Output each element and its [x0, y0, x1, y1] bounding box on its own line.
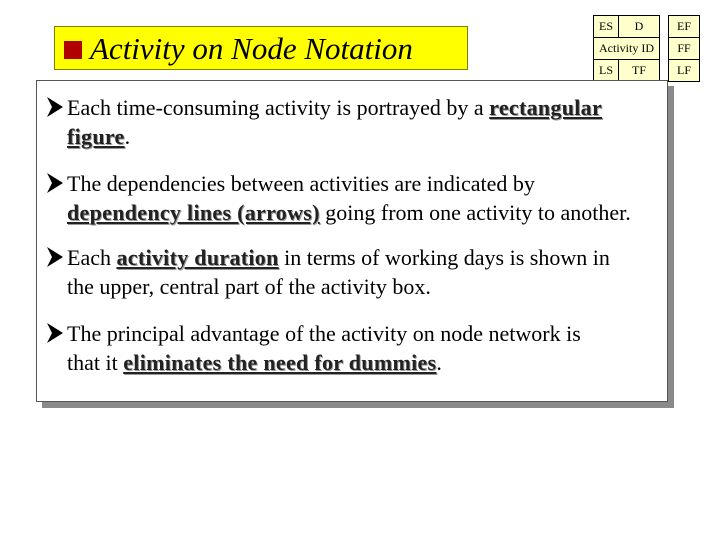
bullet-line: dependency lines (arrows) going from one activity to another.	[67, 200, 631, 225]
bullet-line: Each time-consuming activity is portrayed by a rectangular	[67, 95, 603, 120]
legend-d: D	[619, 16, 660, 38]
bullet-item	[45, 93, 602, 151]
highlight-term: figure	[67, 124, 125, 149]
bullet-item	[45, 243, 610, 301]
arrow-bullet-icon	[45, 95, 67, 119]
bullet-line: The principal advantage of the activity on node network is	[67, 321, 581, 346]
slide-title: Activity on Node Notation	[90, 31, 413, 66]
legend-lf: LF	[669, 60, 700, 82]
bullet-line: The dependencies between activities are indicated by	[67, 171, 535, 196]
highlight-term: dependency lines (arrows)	[67, 200, 320, 225]
legend-activity-id: Activity ID	[594, 38, 660, 60]
bullet-line: figure.	[67, 124, 131, 149]
title-box	[54, 26, 468, 70]
bullet-line: that it eliminates the need for dummies.	[67, 350, 442, 375]
legend-ls: LS	[594, 60, 619, 82]
legend-ef: EF	[669, 16, 700, 38]
highlight-term: activity duration	[116, 245, 279, 270]
bullet-item	[45, 319, 581, 377]
legend-es: ES	[594, 16, 619, 38]
bullet-item	[45, 169, 631, 227]
square-bullet-icon	[64, 41, 82, 59]
node-notation-legend	[593, 15, 700, 82]
content-box	[36, 80, 668, 402]
bullet-line: the upper, central part of the activity box.	[67, 274, 431, 299]
arrow-bullet-icon	[45, 171, 67, 195]
arrow-bullet-icon	[45, 245, 67, 269]
bullet-line: Each activity duration in terms of working days is shown in	[67, 245, 610, 270]
legend-ff: FF	[669, 38, 700, 60]
arrow-bullet-icon	[45, 321, 67, 345]
legend-tf: TF	[619, 60, 660, 82]
highlight-term: rectangular	[489, 95, 603, 120]
highlight-term: eliminates the need for dummies	[123, 350, 437, 375]
